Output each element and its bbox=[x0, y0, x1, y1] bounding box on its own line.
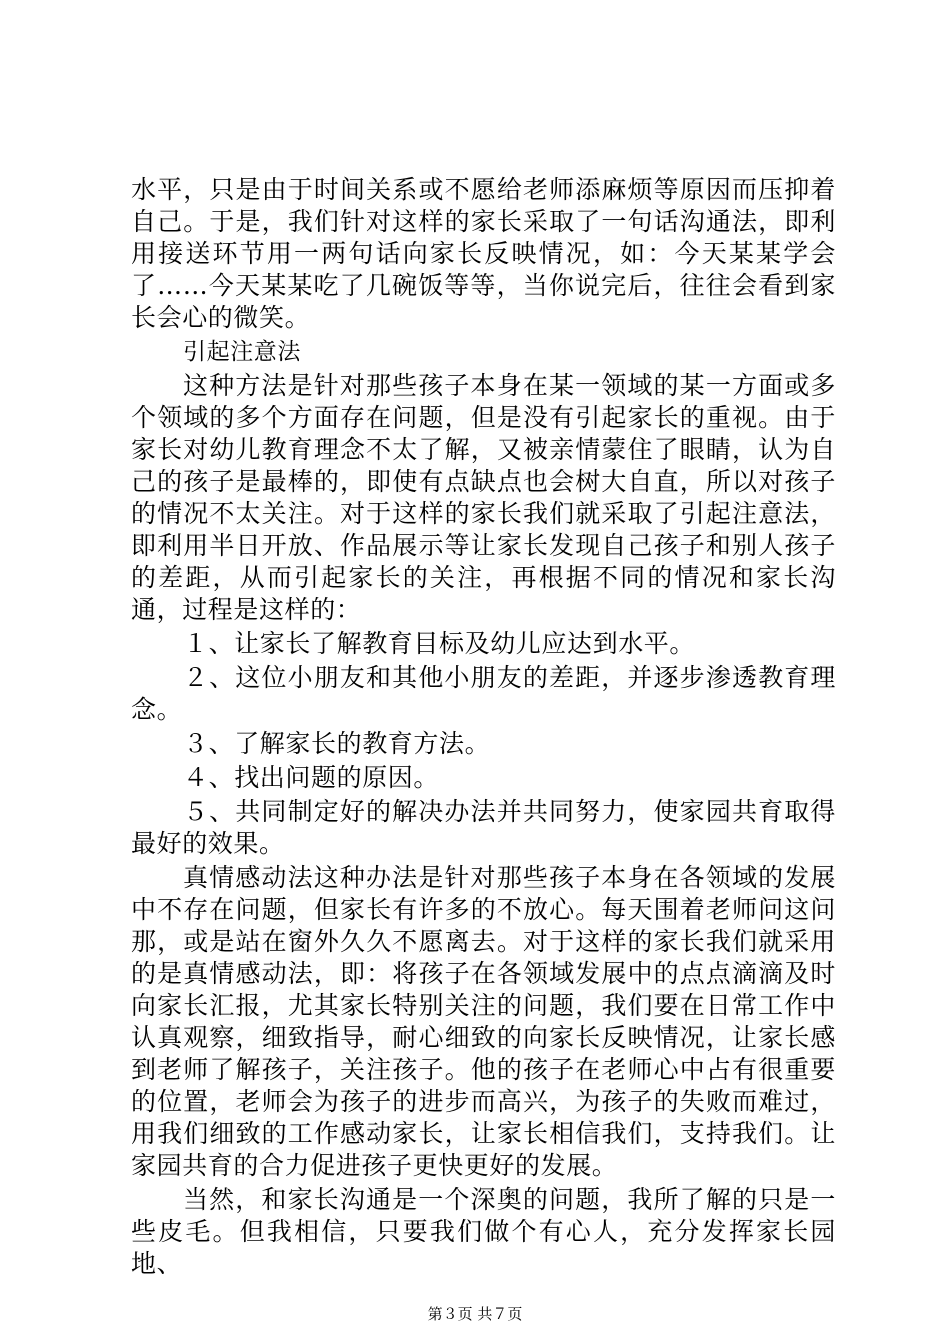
page-number-footer: 第３页 共７页 bbox=[427, 1305, 523, 1323]
list-item-step-2: ２、这位小朋友和其他小朋友的差距，并逐步渗透教育理念。 bbox=[131, 663, 836, 724]
list-item-step-5: ５、共同制定好的解决办法并共同努力，使家园共育取得最好的效果。 bbox=[131, 797, 836, 858]
paragraph-continued: 水平，只是由于时间关系或不愿给老师添麻烦等原因而压抑着自己。于是，我们针对这样的家长采取了一句话沟通法，即利用接送环节用一两句话向家长反映情况，如：今天某某学会了……今天某某吃了几碗饭等等，当你说完后，往往会看到家长会心的微笑。 bbox=[131, 175, 836, 332]
paragraph-sincere-method: 真情感动法这种办法是针对那些孩子本身在各领域的发展中不存在问题，但家长有许多的不放心。每天围着老师问这问那，或是站在窗外久久不愿离去。对于这样的家长我们就采用的是真情感动法，即：将孩子在各领域发展中的点点滴滴及时向家长汇报，尤其家长特别关注的问题，我们要在日常工作中认真观察，细致指导，耐心细致的向家长反映情况，让家长感到老师了解孩子，关注孩子。他的孩子在老师心中占有很重要的位置，老师会为孩子的进步而高兴，为孩子的失败而难过，用我们细致的工作感动家长，让家长相信我们，支持我们。让家园共育的合力促进孩子更快更好的发展。 bbox=[131, 863, 836, 1180]
paragraph-conclusion: 当然，和家长沟通是一个深奥的问题，我所了解的只是一些皮毛。但我相信，只要我们做个有心人，充分发挥家长园地、 bbox=[131, 1185, 836, 1278]
paragraph-attention-method: 这种方法是针对那些孩子本身在某一领域的某一方面或多个领域的多个方面存在问题，但是没有引起家长的重视。由于家长对幼儿教育理念不太了解，又被亲情蒙住了眼睛，认为自己的孩子是最棒的，即使有点缺点也会树大自直，所以对孩子的情况不太关注。对于这样的家长我们就采取了引起注意法，即利用半日开放、作品展示等让家长发现自己孩子和别人孩子的差距，从而引起家长的关注，再根据不同的情况和家长沟通，过程是这样的： bbox=[131, 371, 836, 624]
section-heading-attention-method: 引起注意法 bbox=[183, 339, 301, 365]
list-item-step-1: １、让家长了解教育目标及幼儿应达到水平。 bbox=[183, 629, 696, 658]
list-item-step-3: ３、了解家长的教育方法。 bbox=[183, 729, 491, 758]
list-item-step-4: ４、找出问题的原因。 bbox=[183, 763, 440, 792]
document-body bbox=[131, 174, 836, 1282]
